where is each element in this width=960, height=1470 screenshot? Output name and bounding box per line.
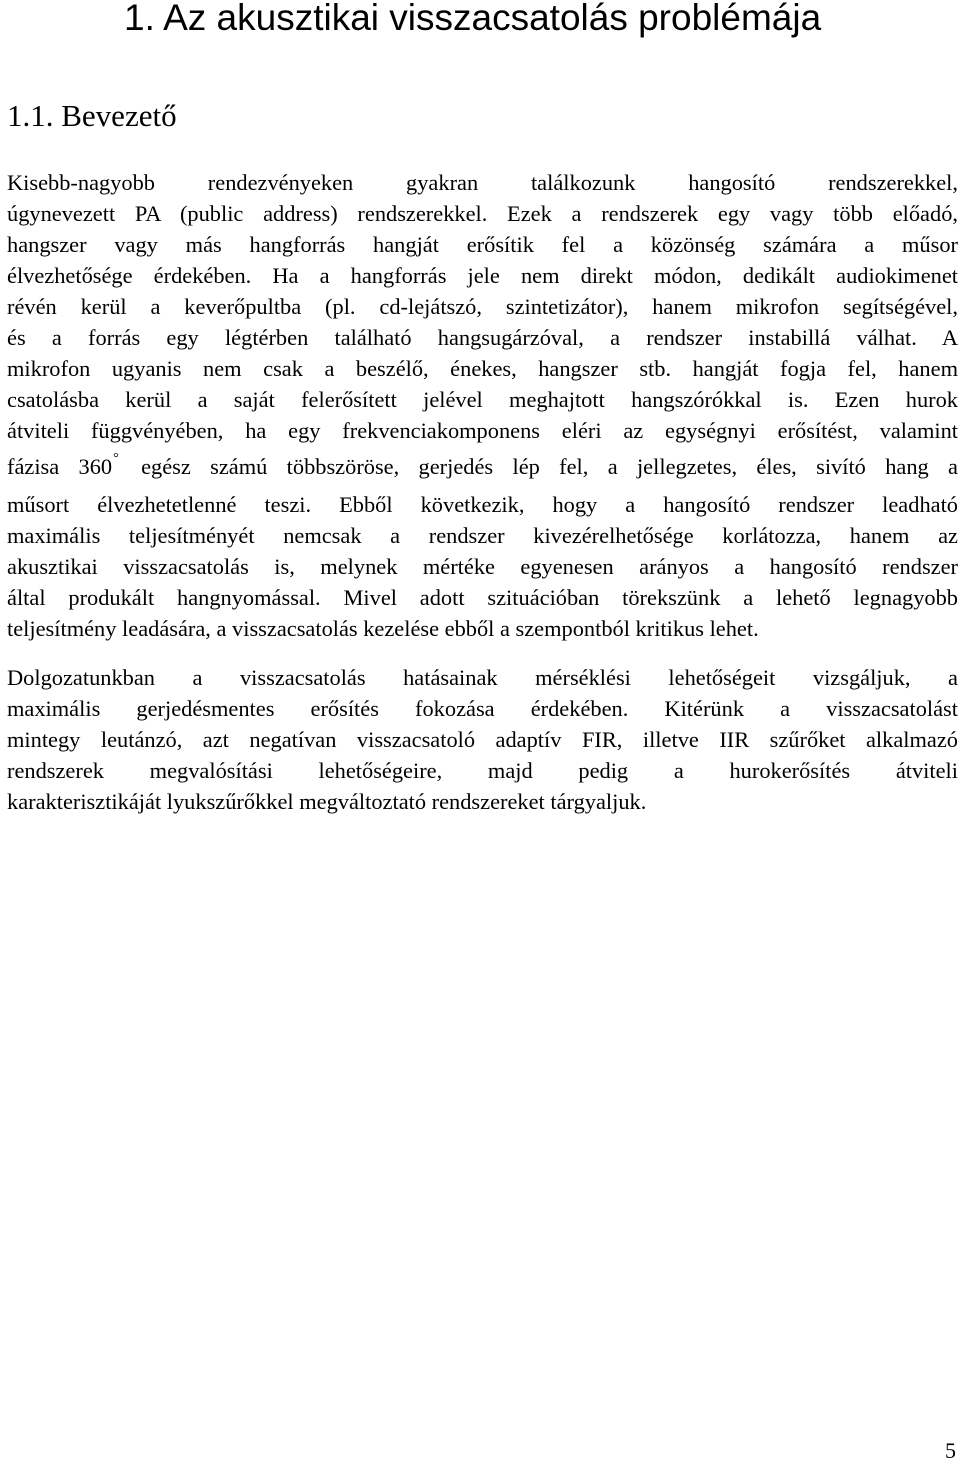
- paragraph-line: úgynevezett PA (public address) rendszerekkel. Ezek a rendszerek egy vagy több előadó,: [7, 201, 958, 226]
- chapter-heading: 1. Az akusztikai visszacsatolás problémája: [124, 0, 822, 38]
- paragraph-line: átviteli függvényében, ha egy frekvenciakomponens eléri az egységnyi erősítést, valamint: [7, 418, 958, 443]
- paragraph-line: által produkált hangnyomással. Mivel adott szituációban törekszünk a lehető legnagyobb: [7, 585, 958, 610]
- paragraph-line: Dolgozatunkban a visszacsatolás hatásainak mérséklési lehetőségeit vizsgáljuk, a: [7, 665, 958, 690]
- paragraph-line: teljesítmény leadására, a visszacsatolás kezelése ebből a szempontból kritikus lehet.: [7, 616, 759, 641]
- paragraph-line: Kisebb-nagyobb rendezvényeken gyakran találkozunk hangosító rendszerekkel,: [7, 170, 958, 195]
- paragraph-line: karakterisztikáját lyukszűrőkkel megváltoztató rendszereket tárgyaljuk.: [7, 789, 647, 814]
- paragraph-line: csatolásba kerül a saját felerősített jelével meghajtott hangszórókkal is. Ezen hurok: [7, 387, 958, 412]
- paragraph-line: maximális teljesítményét nemcsak a rendszer kivezérelhetősége korlátozza, hanem az: [7, 523, 958, 548]
- paragraph-line: és a forrás egy légtérben található hangsugárzóval, a rendszer instabillá válhat. A: [7, 325, 958, 350]
- degree-symbol: °: [113, 451, 119, 466]
- paragraph-line: műsort élvezhetetlenné teszi. Ebből következik, hogy a hangosító rendszer leadható: [7, 492, 958, 517]
- paragraph-line: hangszer vagy más hangforrás hangját erősítik fel a közönség számára a műsor: [7, 232, 958, 257]
- section-heading: 1.1. Bevezető: [7, 98, 177, 133]
- paragraph-line-phase: [7, 448, 958, 489]
- paragraph-line: mikrofon ugyanis nem csak a beszélő, énekes, hangszer stb. hangját fogja fel, hanem: [7, 356, 958, 381]
- paragraph-goals: [7, 662, 958, 817]
- paragraph-line: mintegy leutánzó, azt negatívan visszacsatoló adaptív FIR, illetve IIR szűrőket alkalmazó: [7, 727, 958, 752]
- phase-text-before: fázisa 360: [7, 454, 113, 479]
- page-number: 5: [945, 1438, 956, 1463]
- paragraph-line: élvezhetősége érdekében. Ha a hangforrás jele nem direkt módon, dedikált audiokimenet: [7, 263, 958, 288]
- paragraph-line: révén kerül a keverőpultba (pl. cd-lejátszó, szintetizátor), hanem mikrofon segítségével,: [7, 294, 958, 319]
- paragraph-line: akusztikai visszacsatolás is, melynek mértéke egyenesen arányos a hangosító rendszer: [7, 554, 958, 579]
- paragraph-line: rendszerek megvalósítási lehetőségeire, majd pedig a hurokerősítés átviteli: [7, 758, 958, 783]
- phase-text-after: egész számú többszöröse, gerjedés lép fel, a jellegzetes, éles, sivító hang a: [141, 454, 958, 479]
- paragraph-line: maximális gerjedésmentes erősítés fokozása érdekében. Kitérünk a visszacsatolást: [7, 696, 958, 721]
- paragraph-introduction: [7, 167, 958, 644]
